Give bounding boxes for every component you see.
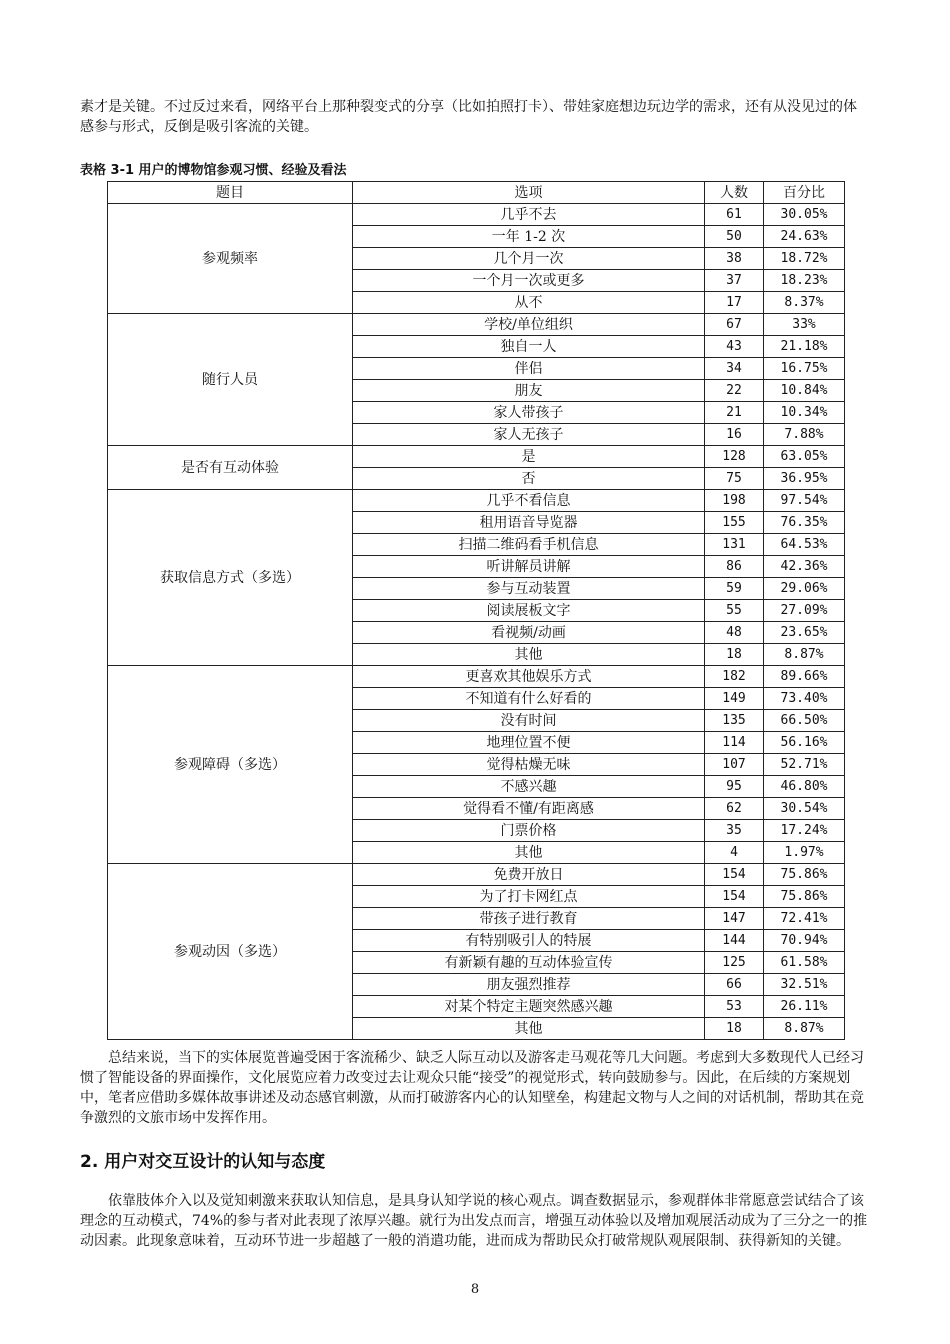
percent-cell: 75.86% [764,886,845,908]
table-row [108,446,845,468]
percent-cell: 24.63% [764,226,845,248]
count-cell: 144 [705,930,764,952]
count-cell: 18 [705,1018,764,1040]
option-cell: 是 [353,446,705,468]
option-cell: 几个月一次 [353,248,705,270]
option-cell: 觉得枯燥无味 [353,754,705,776]
count-cell: 55 [705,600,764,622]
percent-cell: 32.51% [764,974,845,996]
count-cell: 86 [705,556,764,578]
percent-cell: 76.35% [764,512,845,534]
option-cell: 有新颖有趣的互动体验宣传 [353,952,705,974]
option-cell: 更喜欢其他娱乐方式 [353,666,705,688]
percent-cell: 89.66% [764,666,845,688]
percent-cell: 7.88% [764,424,845,446]
count-cell: 154 [705,864,764,886]
percent-cell: 52.71% [764,754,845,776]
count-cell: 114 [705,732,764,754]
count-cell: 135 [705,710,764,732]
table-caption: 表格 3-1 用户的博物馆参观习惯、经验及看法 [80,163,347,178]
count-cell: 53 [705,996,764,1018]
question-cell: 随行人员 [108,314,353,446]
count-cell: 17 [705,292,764,314]
option-cell: 其他 [353,644,705,666]
percent-cell: 10.34% [764,402,845,424]
percent-cell: 29.06% [764,578,845,600]
page-number: 8 [470,1282,480,1297]
percent-cell: 36.95% [764,468,845,490]
percent-cell: 23.65% [764,622,845,644]
percent-cell: 18.23% [764,270,845,292]
count-cell: 147 [705,908,764,930]
percent-cell: 17.24% [764,820,845,842]
intro-paragraph: 素才是关键。不过反过来看，网络平台上那种裂变式的分享（比如拍照打卡）、带娃家庭想边玩边学的需求，还有从没见过的体感参与形式，反倒是吸引客流的关键。 [80,99,857,135]
percent-cell: 46.80% [764,776,845,798]
percent-cell: 8.37% [764,292,845,314]
table-row [108,864,845,886]
count-cell: 43 [705,336,764,358]
option-cell: 几乎不看信息 [353,490,705,512]
option-cell: 地理位置不便 [353,732,705,754]
percent-cell: 33% [764,314,845,336]
percent-cell: 16.75% [764,358,845,380]
option-cell: 从不 [353,292,705,314]
count-cell: 50 [705,226,764,248]
option-cell: 不知道有什么好看的 [353,688,705,710]
option-cell: 觉得看不懂/有距离感 [353,798,705,820]
count-cell: 35 [705,820,764,842]
percent-cell: 42.36% [764,556,845,578]
percent-cell: 26.11% [764,996,845,1018]
header-percent: 百分比 [764,182,845,204]
table-body [108,204,845,1040]
count-cell: 59 [705,578,764,600]
summary-paragraph: 总结来说，当下的实体展览普遍受困于客流稀少、缺乏人际互动以及游客走马观花等几大问题。考虑到大多数现代人已经习惯了智能设备的界面操作，文化展览应着力改变过去让观众只能“接受”的视觉形式，转向鼓励参与。因此，在后续的方案规划中，笔者应借助多媒体故事讲述及动态感官刺激，从而打破游客内心的认知壁垒，构建起文物与人之间的对话机制，帮助其在竞争激烈的文旅市场中发挥作用。 [80,1050,864,1126]
percent-cell: 61.58% [764,952,845,974]
percent-cell: 8.87% [764,1018,845,1040]
option-cell: 伴侣 [353,358,705,380]
section-heading: 2. 用户对交互设计的认知与态度 [80,1152,326,1172]
option-cell: 一个月一次或更多 [353,270,705,292]
percent-cell: 30.54% [764,798,845,820]
option-cell: 阅读展板文字 [353,600,705,622]
option-cell: 其他 [353,1018,705,1040]
question-cell: 参观动因（多选） [108,864,353,1040]
percent-cell: 56.16% [764,732,845,754]
count-cell: 48 [705,622,764,644]
option-cell: 家人带孩子 [353,402,705,424]
count-cell: 66 [705,974,764,996]
count-cell: 16 [705,424,764,446]
percent-cell: 21.18% [764,336,845,358]
option-cell: 一年 1-2 次 [353,226,705,248]
option-cell: 没有时间 [353,710,705,732]
percent-cell: 18.72% [764,248,845,270]
option-cell: 参与互动装置 [353,578,705,600]
count-cell: 34 [705,358,764,380]
table-row [108,490,845,512]
option-cell: 为了打卡网红点 [353,886,705,908]
table-row [108,204,845,226]
table-row [108,666,845,688]
count-cell: 67 [705,314,764,336]
percent-cell: 8.87% [764,644,845,666]
percent-cell: 10.84% [764,380,845,402]
count-cell: 154 [705,886,764,908]
question-cell: 是否有互动体验 [108,446,353,490]
option-cell: 对某个特定主题突然感兴趣 [353,996,705,1018]
count-cell: 21 [705,402,764,424]
percent-cell: 66.50% [764,710,845,732]
table-header-row [108,182,845,204]
option-cell: 不感兴趣 [353,776,705,798]
percent-cell: 64.53% [764,534,845,556]
count-cell: 182 [705,666,764,688]
count-cell: 107 [705,754,764,776]
percent-cell: 27.09% [764,600,845,622]
header-count: 人数 [705,182,764,204]
table-row [108,314,845,336]
count-cell: 95 [705,776,764,798]
option-cell: 看视频/动画 [353,622,705,644]
question-cell: 获取信息方式（多选） [108,490,353,666]
question-cell: 参观障碍（多选） [108,666,353,864]
percent-cell: 63.05% [764,446,845,468]
option-cell: 门票价格 [353,820,705,842]
percent-cell: 30.05% [764,204,845,226]
survey-table [107,181,845,1040]
header-question: 题目 [108,182,353,204]
count-cell: 61 [705,204,764,226]
percent-cell: 1.97% [764,842,845,864]
count-cell: 22 [705,380,764,402]
option-cell: 朋友强烈推荐 [353,974,705,996]
option-cell: 否 [353,468,705,490]
count-cell: 149 [705,688,764,710]
count-cell: 125 [705,952,764,974]
option-cell: 带孩子进行教育 [353,908,705,930]
percent-cell: 75.86% [764,864,845,886]
count-cell: 18 [705,644,764,666]
percent-cell: 73.40% [764,688,845,710]
percent-cell: 70.94% [764,930,845,952]
count-cell: 62 [705,798,764,820]
header-option: 选项 [353,182,705,204]
option-cell: 有特别吸引人的特展 [353,930,705,952]
option-cell: 听讲解员讲解 [353,556,705,578]
option-cell: 学校/单位组织 [353,314,705,336]
count-cell: 155 [705,512,764,534]
option-cell: 扫描二维码看手机信息 [353,534,705,556]
count-cell: 75 [705,468,764,490]
option-cell: 免费开放日 [353,864,705,886]
percent-cell: 97.54% [764,490,845,512]
body-paragraph: 依靠肢体介入以及觉知刺激来获取认知信息，是具身认知学说的核心观点。调查数据显示，参观群体非常愿意尝试结合了该理念的互动模式，74%的参与者对此表现了浓厚兴趣。就行为出发点而言，增强互动体验以及增加观展活动成为了三分之一的推动因素。此现象意味着，互动环节进一步超越了一般的消遣功能，进而成为帮助民众打破常规队观展限制、获得新知的关键。 [80,1193,868,1249]
option-cell: 朋友 [353,380,705,402]
option-cell: 租用语音导览器 [353,512,705,534]
question-cell: 参观频率 [108,204,353,314]
option-cell: 家人无孩子 [353,424,705,446]
count-cell: 131 [705,534,764,556]
count-cell: 128 [705,446,764,468]
count-cell: 37 [705,270,764,292]
option-cell: 几乎不去 [353,204,705,226]
percent-cell: 72.41% [764,908,845,930]
option-cell: 独自一人 [353,336,705,358]
count-cell: 38 [705,248,764,270]
count-cell: 198 [705,490,764,512]
count-cell: 4 [705,842,764,864]
option-cell: 其他 [353,842,705,864]
